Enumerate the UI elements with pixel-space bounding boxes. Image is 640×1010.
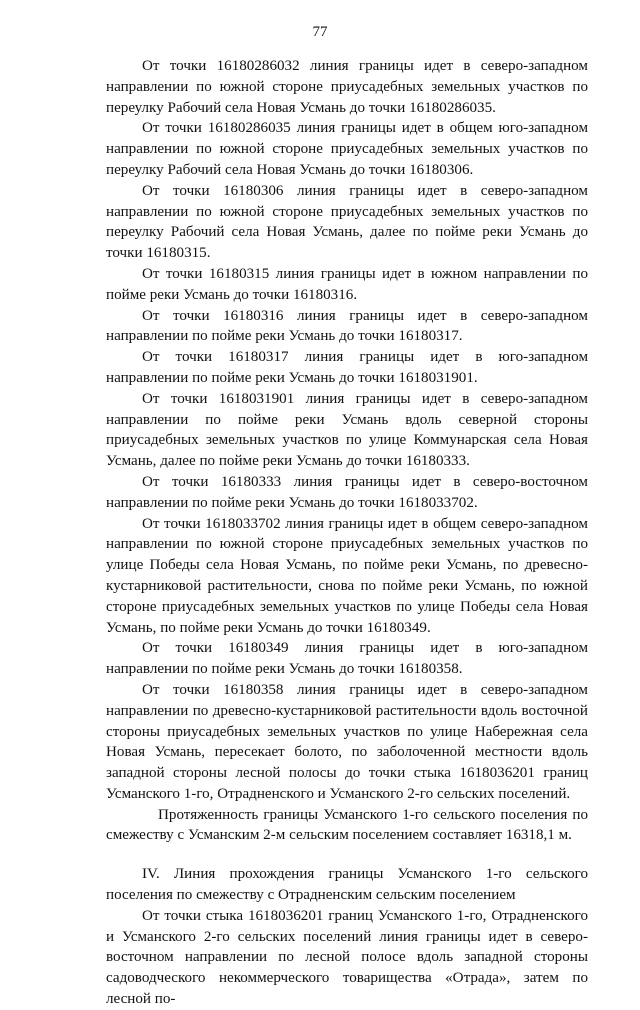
- length-summary-paragraph: Протяженность границы Усманского 1-го сельского поселения по смежеству с Усманским 2-м сельским поселением составляет 16318,1 м.: [106, 806, 588, 844]
- paragraph: От точки 1618033702 линия границы идет в общем северо-западном направлении по южной стороне приусадебных земельных участков по улице Победы села Новая Усмань, по пойме реки Усмань, по древесно-кустарниковой растительности, снова по пойме реки Усмань, по южной стороне приусадебных земельных участков по улице Победы села Новая Усмань, по пойме реки Усмань до точки 16180349.: [106, 515, 588, 636]
- paragraph: От точки 16180349 линия границы идет в юго-западном направлении по пойме реки Усмань до точки 16180358.: [106, 640, 588, 678]
- paragraph: От точки 16180333 линия границы идет в северо-восточном направлении по пойме реки Усмань до точки 1618033702.: [106, 473, 588, 511]
- paragraph: От точки 16180306 линия границы идет в северо-западном направлении по южной стороне приусадебных земельных участков по переулку Рабочий села Новая Усмань, далее по пойме реки Усмань до точки 16180315.: [106, 182, 588, 262]
- paragraph: От точки 16180315 линия границы идет в южном направлении по пойме реки Усмань до точки 16180316.: [106, 265, 588, 303]
- document-body: [106, 56, 588, 1010]
- paragraph: От точки 16180358 линия границы идет в северо-западном направлении по древесно-кустарниковой растительности вдоль восточной стороны приусадебных земельных участков по улице Набережная села Новая Усмань, пересекает болото, по заболоченной местности вдоль западной стороны лесной полосы до точки стыка 1618036201 границ Усманского 1-го, Отрадненского и Усманского 2-го сельских поселений.: [106, 681, 588, 802]
- page-number: 77: [312, 24, 328, 40]
- section-heading: IV. Линия прохождения границы Усманского 1-го сельского поселения по смежеству с Отрадненским сельским поселением: [106, 866, 588, 904]
- paragraph: От точки 16180286035 линия границы идет в общем юго-западном направлении по южной стороне приусадебных земельных участков по переулку Рабочий села Новая Усмань до точки 16180306.: [106, 120, 588, 178]
- paragraph: От точки 1618031901 линия границы идет в северо-западном направлении по пойме реки Усмань вдоль северной стороны приусадебных земельных участков по улице Коммунарская села Новая Усмань, далее по пойме реки Усмань до точки 16180333.: [106, 390, 588, 470]
- paragraph: От точки 16180316 линия границы идет в северо-западном направлении по пойме реки Усмань до точки 16180317.: [106, 307, 588, 345]
- paragraph: От точки 16180286032 линия границы идет в северо-западном направлении по южной стороне приусадебных земельных участков по переулку Рабочий села Новая Усмань до точки 16180286035.: [106, 58, 588, 116]
- paragraph: От точки 16180317 линия границы идет в юго-западном направлении по пойме реки Усмань до точки 1618031901.: [106, 349, 588, 386]
- paragraph: От точки стыка 1618036201 границ Усманского 1-го, Отрадненского и Усманского 2-го сельских поселений линия границы идет в северо-восточном направлении по лесной полосе вдоль западной стороны садоводческого некоммерческого товарищества «Отрада», затем по лесной по-: [106, 907, 588, 1008]
